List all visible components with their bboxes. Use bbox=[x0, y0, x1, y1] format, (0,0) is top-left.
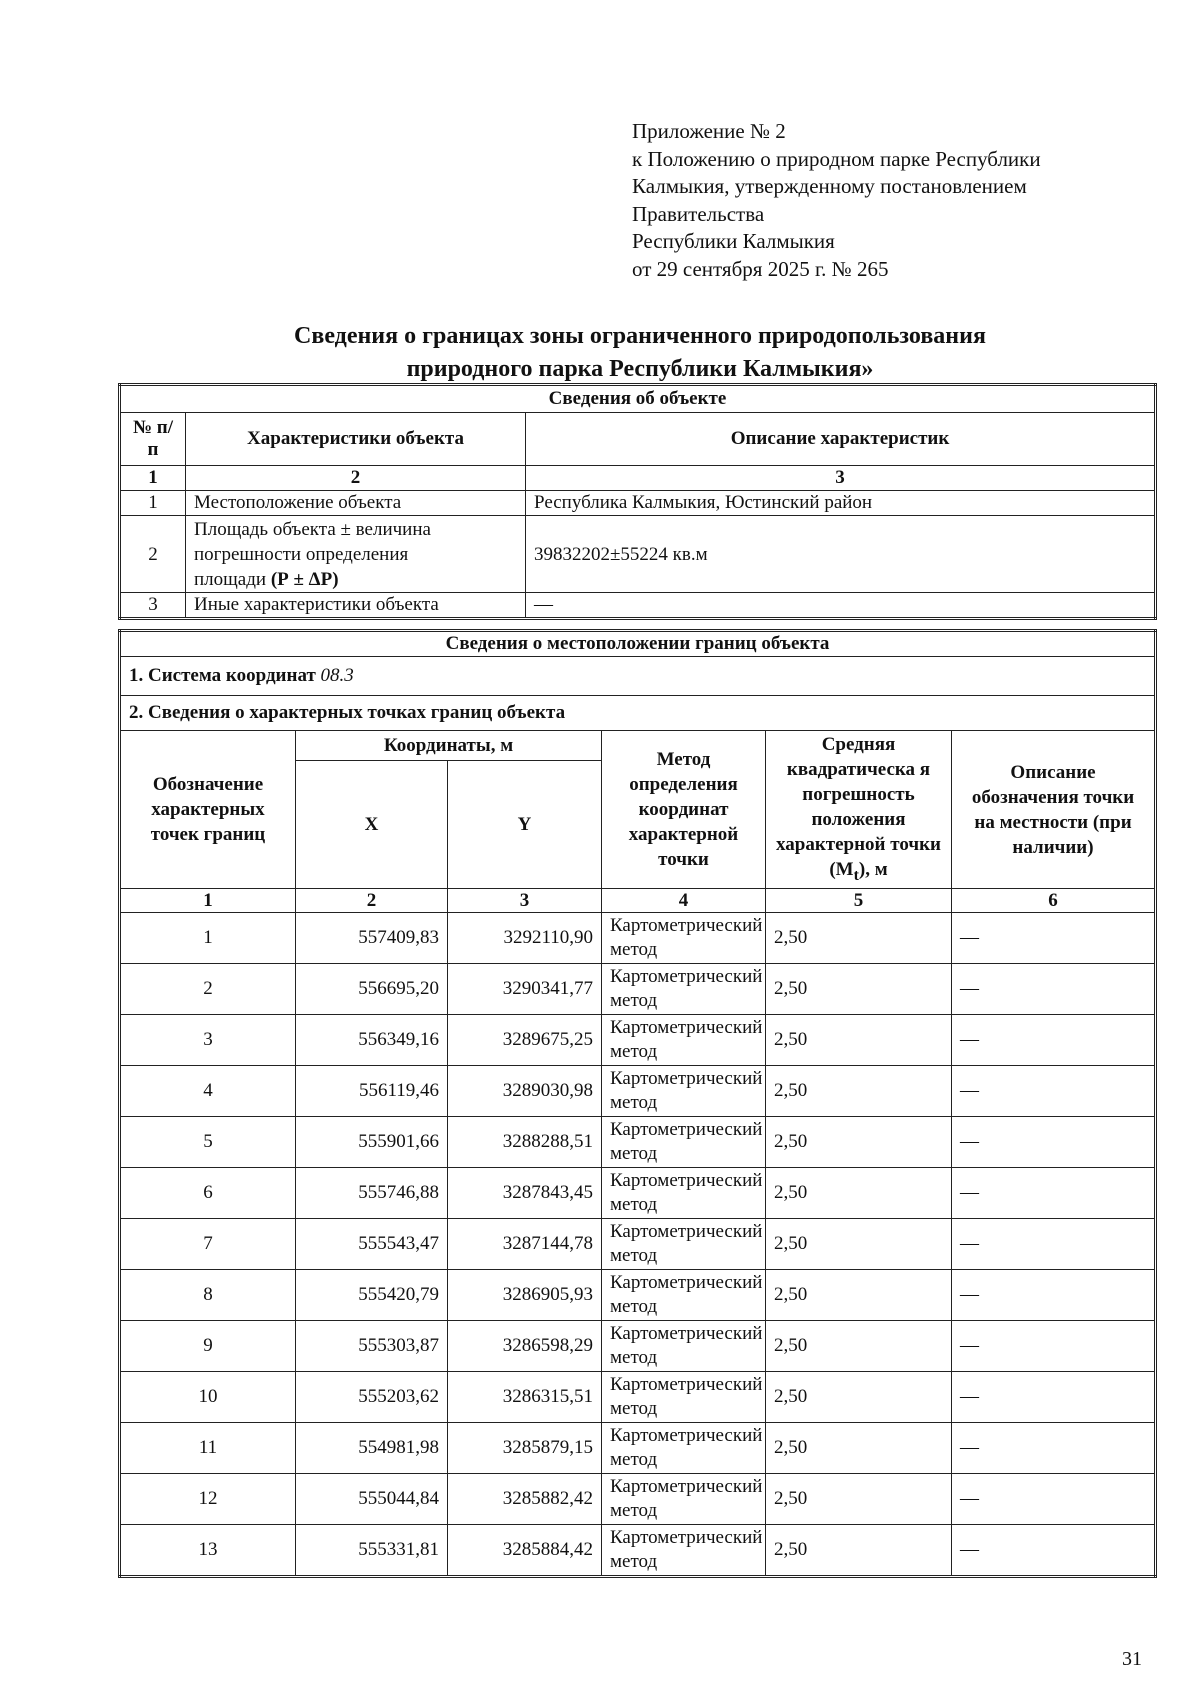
col-number: 6 bbox=[952, 889, 1156, 913]
point-x: 556119,46 bbox=[296, 1066, 448, 1117]
point-description: — bbox=[952, 1372, 1156, 1423]
point-y: 3285884,42 bbox=[448, 1525, 602, 1577]
point-description: — bbox=[952, 1423, 1156, 1474]
point-method: Картометрический метод bbox=[602, 964, 766, 1015]
area-formula: (Р ± ΔР) bbox=[270, 568, 339, 590]
table-row bbox=[120, 593, 1156, 619]
point-y: 3292110,90 bbox=[448, 913, 602, 964]
table-row bbox=[120, 1117, 1156, 1168]
point-method: Картометрический метод bbox=[602, 1168, 766, 1219]
point-error: 2,50 bbox=[766, 1015, 952, 1066]
appendix-line: от 29 сентября 2025 г. № 265 bbox=[632, 256, 889, 281]
point-id: 8 bbox=[120, 1270, 296, 1321]
point-error: 2,50 bbox=[766, 913, 952, 964]
point-x: 555303,87 bbox=[296, 1321, 448, 1372]
header-point-description: Описание обозначения точки на местности (при наличии) bbox=[952, 731, 1156, 889]
table-row bbox=[120, 964, 1156, 1015]
point-description: — bbox=[952, 1219, 1156, 1270]
point-error: 2,50 bbox=[766, 1066, 952, 1117]
point-error: 2,50 bbox=[766, 964, 952, 1015]
point-method: Картометрический метод bbox=[602, 1423, 766, 1474]
point-method: Картометрический метод bbox=[602, 1117, 766, 1168]
point-id: 10 bbox=[120, 1372, 296, 1423]
point-error: 2,50 bbox=[766, 1423, 952, 1474]
header-characteristics: Характеристики объекта bbox=[186, 413, 526, 466]
col-number: 5 bbox=[766, 889, 952, 913]
point-description: — bbox=[952, 1321, 1156, 1372]
row-number: 3 bbox=[120, 593, 186, 619]
table-row bbox=[120, 1015, 1156, 1066]
characteristic-value: — bbox=[526, 593, 1156, 619]
header-error-subscript: t bbox=[853, 866, 859, 884]
point-description: — bbox=[952, 1474, 1156, 1525]
point-description: — bbox=[952, 1015, 1156, 1066]
point-description: — bbox=[952, 1168, 1156, 1219]
header-y: Y bbox=[448, 761, 602, 889]
point-y: 3285882,42 bbox=[448, 1474, 602, 1525]
point-id: 4 bbox=[120, 1066, 296, 1117]
page-number: 31 bbox=[1122, 1648, 1142, 1670]
point-y: 3286598,29 bbox=[448, 1321, 602, 1372]
appendix-line: Приложение № 2 bbox=[632, 119, 786, 143]
point-y: 3286315,51 bbox=[448, 1372, 602, 1423]
table-row bbox=[120, 913, 1156, 964]
point-method: Картометрический метод bbox=[602, 1525, 766, 1577]
characteristic-name-line: погрешности определения bbox=[194, 543, 409, 565]
point-method: Картометрический метод bbox=[602, 1066, 766, 1117]
point-x: 555203,62 bbox=[296, 1372, 448, 1423]
object-info-table bbox=[118, 383, 1157, 620]
characteristic-name: Иные характеристики объекта bbox=[186, 593, 526, 619]
appendix-line: к Положению о природном парке Республики bbox=[632, 146, 1041, 171]
points-body bbox=[120, 913, 1156, 1577]
coordinate-system-label: 1. Система координат bbox=[129, 665, 316, 686]
appendix-line: Правительства bbox=[632, 201, 765, 226]
point-description: — bbox=[952, 913, 1156, 964]
point-error: 2,50 bbox=[766, 1117, 952, 1168]
header-error-text: Средняя квадратическа я погрешность положения характерной точки (M bbox=[776, 733, 941, 880]
point-id: 3 bbox=[120, 1015, 296, 1066]
point-y: 3288288,51 bbox=[448, 1117, 602, 1168]
point-y: 3289675,25 bbox=[448, 1015, 602, 1066]
point-y: 3286905,93 bbox=[448, 1270, 602, 1321]
appendix-line: Калмыкия, утвержденному постановлением bbox=[632, 174, 1027, 198]
point-x: 554981,98 bbox=[296, 1423, 448, 1474]
point-id: 6 bbox=[120, 1168, 296, 1219]
point-description: — bbox=[952, 964, 1156, 1015]
col-number: 3 bbox=[448, 889, 602, 913]
characteristic-value: Республика Калмыкия, Юстинский район bbox=[526, 491, 1156, 516]
point-x: 557409,83 bbox=[296, 913, 448, 964]
point-x: 555543,47 bbox=[296, 1219, 448, 1270]
point-x: 555420,79 bbox=[296, 1270, 448, 1321]
point-description: — bbox=[952, 1525, 1156, 1577]
header-error-tail: ), м bbox=[858, 858, 888, 880]
point-x: 556349,16 bbox=[296, 1015, 448, 1066]
col-number: 1 bbox=[120, 466, 186, 491]
boundary-section-title: Сведения о местоположении границ объекта bbox=[120, 631, 1156, 657]
point-id: 1 bbox=[120, 913, 296, 964]
row-number: 2 bbox=[120, 516, 186, 593]
point-method: Картометрический метод bbox=[602, 1270, 766, 1321]
header-designation: Обозначение характерных точек границ bbox=[120, 731, 296, 889]
table-row bbox=[120, 1474, 1156, 1525]
table-row bbox=[120, 491, 1156, 516]
header-row-number: № п/п bbox=[120, 413, 186, 466]
point-error: 2,50 bbox=[766, 1525, 952, 1577]
title-line-1: Сведения о границах зоны ограниченного природопользования bbox=[294, 323, 986, 349]
point-id: 11 bbox=[120, 1423, 296, 1474]
point-method: Картометрический метод bbox=[602, 1219, 766, 1270]
table-row bbox=[120, 1270, 1156, 1321]
table-row bbox=[120, 1219, 1156, 1270]
table-row bbox=[120, 1525, 1156, 1577]
point-id: 2 bbox=[120, 964, 296, 1015]
point-y: 3289030,98 bbox=[448, 1066, 602, 1117]
point-id: 12 bbox=[120, 1474, 296, 1525]
characteristic-value: 39832202±55224 кв.м bbox=[526, 516, 1156, 593]
point-method: Картометрический метод bbox=[602, 1321, 766, 1372]
point-y: 3290341,77 bbox=[448, 964, 602, 1015]
point-error: 2,50 bbox=[766, 1321, 952, 1372]
point-x: 555044,84 bbox=[296, 1474, 448, 1525]
header-description: Описание характеристик bbox=[526, 413, 1156, 466]
appendix-line: Республики Калмыкия bbox=[632, 229, 835, 253]
point-id: 13 bbox=[120, 1525, 296, 1577]
point-id: 5 bbox=[120, 1117, 296, 1168]
table-row bbox=[120, 1423, 1156, 1474]
point-id: 9 bbox=[120, 1321, 296, 1372]
appendix-note bbox=[632, 118, 1132, 283]
point-x: 555331,81 bbox=[296, 1525, 448, 1577]
col-number: 3 bbox=[526, 466, 1156, 491]
table-row bbox=[120, 1168, 1156, 1219]
title-line-2: природного парка Республики Калмыкия» bbox=[406, 356, 874, 382]
point-error: 2,50 bbox=[766, 1372, 952, 1423]
point-method: Картометрический метод bbox=[602, 1474, 766, 1525]
points-section-title: 2. Сведения о характерных точках границ объекта bbox=[120, 696, 1156, 731]
header-method: Метод определения координат характерной точки bbox=[602, 731, 766, 889]
point-error: 2,50 bbox=[766, 1219, 952, 1270]
point-x: 556695,20 bbox=[296, 964, 448, 1015]
point-y: 3287843,45 bbox=[448, 1168, 602, 1219]
header-coordinates: Координаты, м bbox=[296, 731, 602, 761]
point-description: — bbox=[952, 1270, 1156, 1321]
document-title bbox=[120, 320, 1160, 386]
point-description: — bbox=[952, 1066, 1156, 1117]
col-number: 2 bbox=[296, 889, 448, 913]
header-x: X bbox=[296, 761, 448, 889]
point-method: Картометрический метод bbox=[602, 1372, 766, 1423]
point-description: — bbox=[952, 1117, 1156, 1168]
header-error bbox=[766, 731, 952, 889]
col-number: 4 bbox=[602, 889, 766, 913]
coordinate-system bbox=[120, 657, 1156, 696]
point-x: 555746,88 bbox=[296, 1168, 448, 1219]
point-error: 2,50 bbox=[766, 1168, 952, 1219]
point-y: 3285879,15 bbox=[448, 1423, 602, 1474]
characteristic-name bbox=[186, 516, 526, 593]
point-x: 555901,66 bbox=[296, 1117, 448, 1168]
coordinate-system-value: 08.3 bbox=[320, 665, 354, 686]
table-row bbox=[120, 516, 1156, 593]
characteristic-name: Местоположение объекта bbox=[186, 491, 526, 516]
row-number: 1 bbox=[120, 491, 186, 516]
characteristic-name-line: площади bbox=[194, 568, 267, 590]
point-id: 7 bbox=[120, 1219, 296, 1270]
point-error: 2,50 bbox=[766, 1270, 952, 1321]
col-number: 2 bbox=[186, 466, 526, 491]
table-row bbox=[120, 1321, 1156, 1372]
point-method: Картометрический метод bbox=[602, 1015, 766, 1066]
object-info-section-title: Сведения об объекте bbox=[120, 385, 1156, 413]
table-row bbox=[120, 1066, 1156, 1117]
point-y: 3287144,78 bbox=[448, 1219, 602, 1270]
point-method: Картометрический метод bbox=[602, 913, 766, 964]
characteristic-name-line: Площадь объекта ± величина bbox=[194, 518, 431, 540]
col-number: 1 bbox=[120, 889, 296, 913]
boundary-points-table bbox=[118, 629, 1157, 1578]
table-row bbox=[120, 1372, 1156, 1423]
point-error: 2,50 bbox=[766, 1474, 952, 1525]
